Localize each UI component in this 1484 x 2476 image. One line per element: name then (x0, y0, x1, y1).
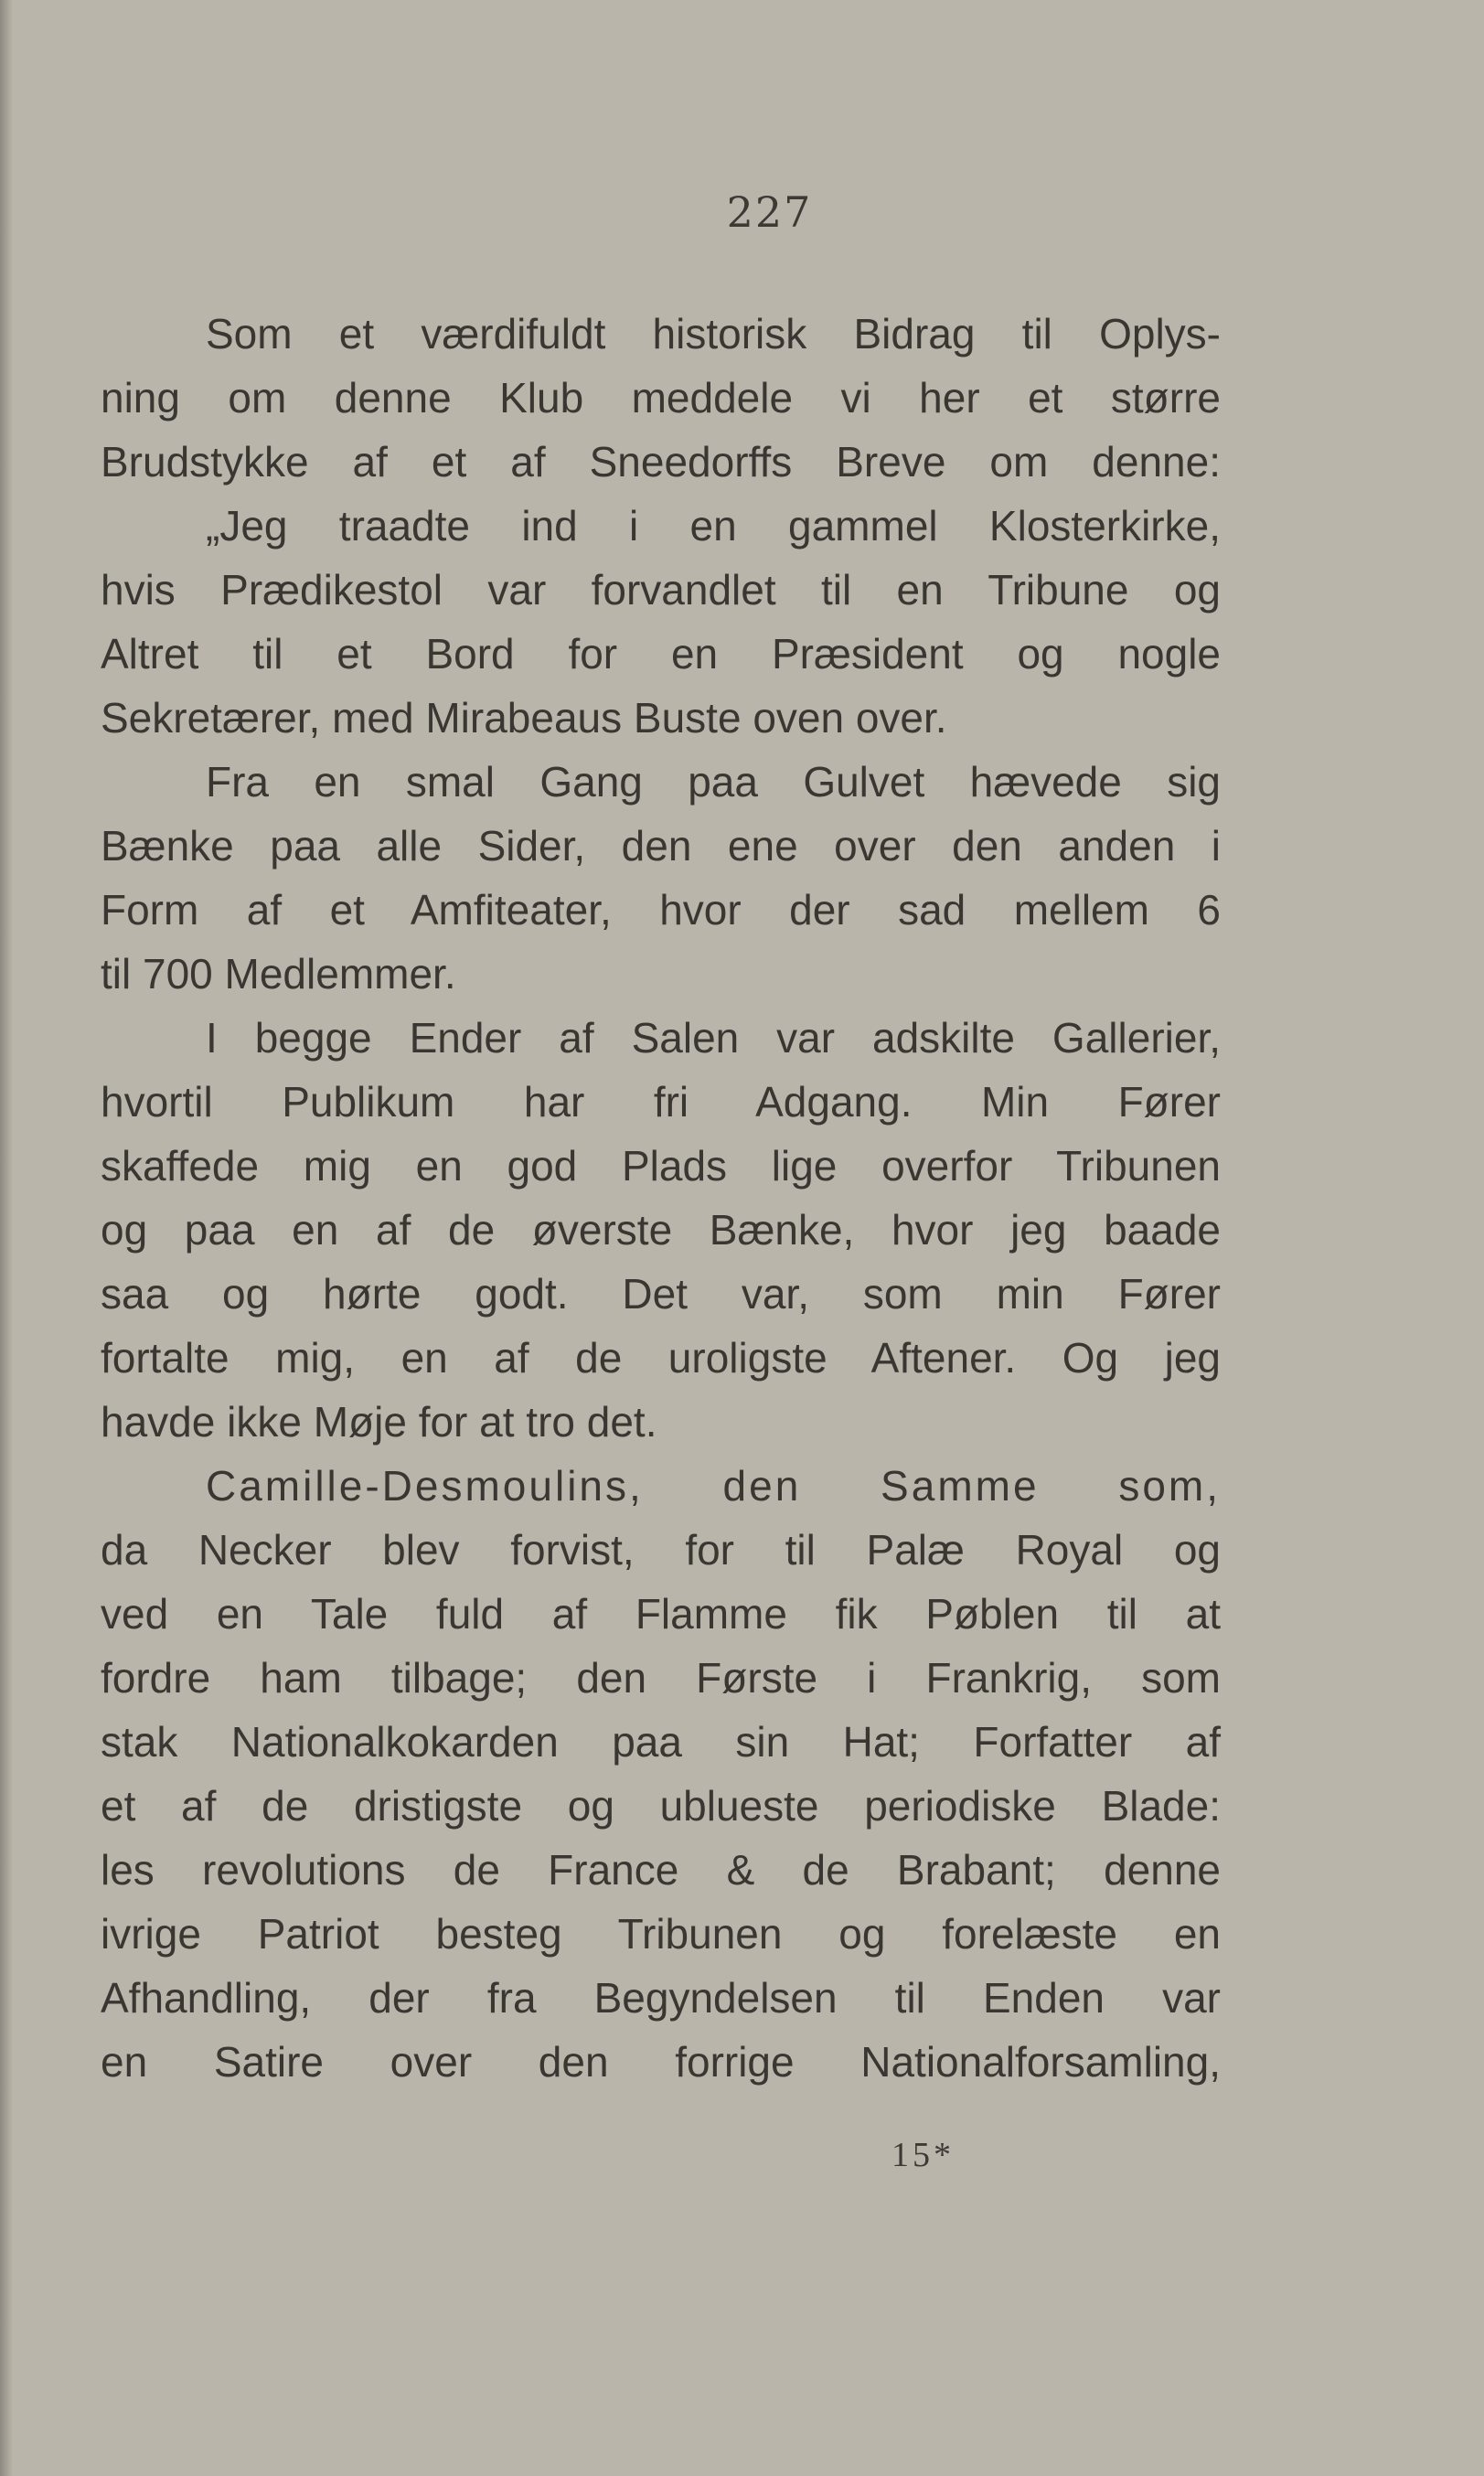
text-line: Brudstykke af et af Sneedorffs Breve om denne: (101, 438, 1221, 486)
text-line: „Jeg traadte ind i en gammel Klosterkirke, (206, 502, 1221, 550)
text-line: til 700 Medlemmer. (101, 950, 456, 998)
text-line: saa og hørte godt. Det var, som min Fører (101, 1270, 1221, 1318)
text-line: Bænke paa alle Sider, den ene over den anden i (101, 822, 1221, 870)
text-line: les revolutions de France & de Brabant; denne (101, 1846, 1221, 1894)
page-edge-shadow (0, 0, 13, 2476)
text-line: Camille-Desmoulins, den Samme som, (206, 1462, 1221, 1510)
text-line: stak Nationalkokarden paa sin Hat; Forfatter af (101, 1718, 1221, 1766)
text-line: en Satire over den forrige Nationalforsamling, (101, 2038, 1221, 2086)
text-line: et af de dristigste og ublueste periodiske Blade: (101, 1782, 1221, 1830)
text-line: ning om denne Klub meddele vi her et større (101, 374, 1221, 422)
text-line: Som et værdifuldt historisk Bidrag til Oplys- (206, 310, 1221, 358)
text-line: hvortil Publikum har fri Adgang. Min Fører (101, 1078, 1221, 1126)
text-line: Altret til et Bord for en Præsident og nogle (101, 630, 1221, 678)
text-line: fordre ham tilbage; den Første i Frankrig, som (101, 1654, 1221, 1702)
text-line: Fra en smal Gang paa Gulvet hævede sig (206, 758, 1221, 806)
text-line: ivrige Patriot besteg Tribunen og forelæste en (101, 1910, 1221, 1958)
text-line: skaffede mig en god Plads lige overfor Tribunen (101, 1142, 1221, 1190)
text-line: fortalte mig, en af de uroligste Aftener. Og jeg (101, 1334, 1221, 1382)
text-line: Afhandling, der fra Begyndelsen til Enden var (101, 1974, 1221, 2022)
text-line: hvis Prædikestol var forvandlet til en Tribune og (101, 566, 1221, 614)
body-text (101, 302, 1221, 2094)
text-line: I begge Ender af Salen var adskilte Gallerier, (206, 1014, 1221, 1062)
signature-mark: 15* (891, 2136, 955, 2174)
text-line: havde ikke Møje for at tro det. (101, 1398, 657, 1446)
text-line: Form af et Amfiteater, hvor der sad mellem 6 (101, 886, 1221, 934)
page-number: 227 (726, 187, 813, 237)
text-line: og paa en af de øverste Bænke, hvor jeg baade (101, 1206, 1221, 1254)
text-line: da Necker blev forvist, for til Palæ Royal og (101, 1526, 1221, 1574)
text-line: Sekretærer, med Mirabeaus Buste oven over. (101, 694, 947, 742)
text-line: ved en Tale fuld af Flamme fik Pøblen til at (101, 1590, 1221, 1638)
